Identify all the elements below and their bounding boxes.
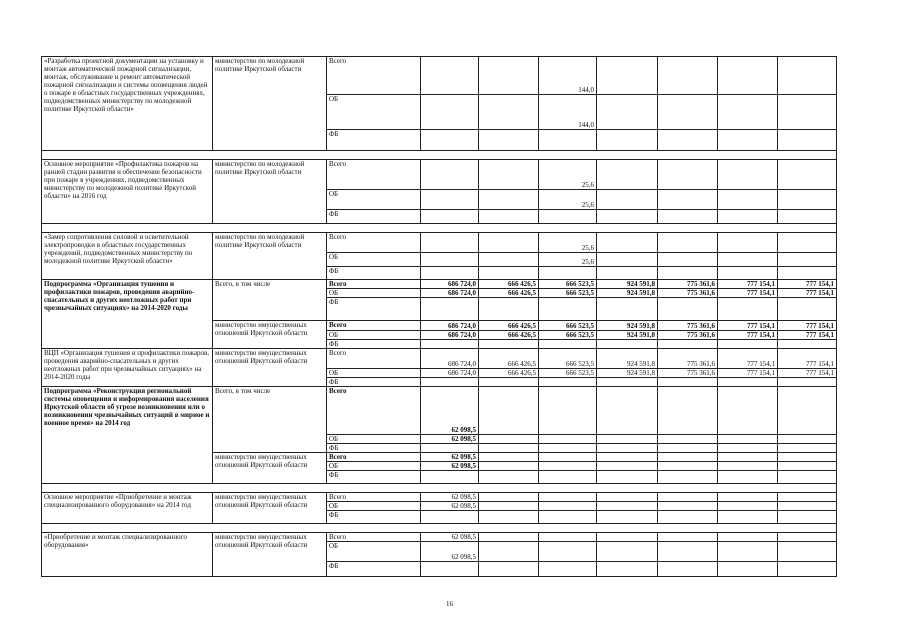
year-value-cell <box>658 298 718 321</box>
executor-cell: министерство имущественных отношений Иркутской области <box>213 321 327 349</box>
funding-source-cell: Всего <box>327 233 421 253</box>
funding-source-cell: ОБ <box>327 435 421 444</box>
year-value-cell: 777 154,1 <box>718 280 778 289</box>
funding-source-cell: Всего <box>327 493 421 502</box>
year-value-cell: 777 154,1 <box>718 321 778 331</box>
year-value-cell <box>479 95 539 130</box>
year-value-cell <box>718 233 778 253</box>
year-value-cell <box>718 511 778 524</box>
year-value-cell <box>421 444 479 453</box>
funding-source-cell: Всего <box>327 280 421 289</box>
year-value-cell <box>658 511 718 524</box>
year-value-cell: 144,0 <box>539 57 597 95</box>
year-value-cell: 775 361,6 <box>658 289 718 298</box>
year-value-cell <box>421 130 479 151</box>
year-value-cell <box>658 471 718 484</box>
year-value-cell <box>778 210 837 224</box>
executor-cell: Всего, в том числе <box>213 280 327 321</box>
year-value-cell: 686 724,0 <box>421 280 479 289</box>
executor-cell: министерство имущественных отношений Иркутской области <box>213 453 327 484</box>
executor-cell: министерство имущественных отношений Иркутской области <box>213 533 327 577</box>
year-value-cell <box>597 387 658 435</box>
year-value-cell <box>658 387 718 435</box>
year-value-cell <box>597 253 658 267</box>
funding-source-cell: ФБ <box>327 298 421 321</box>
year-value-cell <box>718 160 778 190</box>
year-value-cell <box>718 387 778 435</box>
table-row <box>42 57 837 95</box>
year-value-cell <box>718 542 778 562</box>
year-value-cell <box>778 253 837 267</box>
year-value-cell <box>718 340 778 349</box>
year-value-cell: 775 361,6 <box>658 280 718 289</box>
year-value-cell <box>718 298 778 321</box>
funding-source-cell: ОБ <box>327 369 421 378</box>
year-value-cell <box>778 340 837 349</box>
year-value-cell <box>479 267 539 280</box>
executor-cell: министерство по молодежной политике Иркутской области <box>213 160 327 224</box>
activity-name-cell: Основное мероприятие «Приобретение и монтаж специализированного оборудования» на 2014 год <box>42 493 213 524</box>
year-value-cell: 62 098,5 <box>421 453 479 462</box>
year-value-cell <box>421 471 479 484</box>
year-value-cell <box>778 130 837 151</box>
year-value-cell <box>658 562 718 577</box>
year-value-cell <box>539 387 597 435</box>
year-value-cell <box>479 493 539 502</box>
funding-source-cell: ФБ <box>327 444 421 453</box>
year-value-cell <box>778 453 837 462</box>
year-value-cell <box>778 502 837 511</box>
year-value-cell <box>479 502 539 511</box>
funding-source-cell: Всего <box>327 57 421 95</box>
year-value-cell <box>718 493 778 502</box>
year-value-cell: 666 426,5 <box>479 280 539 289</box>
year-value-cell: 62 098,5 <box>421 435 479 444</box>
year-value-cell <box>597 542 658 562</box>
year-value-cell <box>539 378 597 387</box>
year-value-cell: 777 154,1 <box>718 369 778 378</box>
year-value-cell <box>718 462 778 471</box>
year-value-cell <box>421 210 479 224</box>
year-value-cell <box>421 562 479 577</box>
year-value-cell: 666 523,5 <box>539 349 597 369</box>
executor-cell: Всего, в том числе <box>213 387 327 453</box>
spacer-cell <box>42 151 837 160</box>
year-value-cell <box>421 160 479 190</box>
year-value-cell: 25,6 <box>539 233 597 253</box>
year-value-cell <box>597 378 658 387</box>
year-value-cell <box>479 298 539 321</box>
year-value-cell <box>658 444 718 453</box>
year-value-cell <box>539 462 597 471</box>
year-value-cell <box>597 533 658 542</box>
year-value-cell <box>479 130 539 151</box>
table-row <box>42 160 837 190</box>
year-value-cell <box>479 453 539 462</box>
year-value-cell <box>421 253 479 267</box>
year-value-cell: 62 098,5 <box>421 493 479 502</box>
year-value-cell <box>658 340 718 349</box>
executor-cell: министерство по молодежной политике Иркутской области <box>213 233 327 280</box>
year-value-cell <box>658 253 718 267</box>
funding-source-cell: ОБ <box>327 95 421 130</box>
year-value-cell: 25,6 <box>539 190 597 210</box>
year-value-cell <box>479 444 539 453</box>
year-value-cell <box>421 298 479 321</box>
year-value-cell: 924 591,8 <box>597 369 658 378</box>
year-value-cell <box>718 267 778 280</box>
year-value-cell <box>718 95 778 130</box>
year-value-cell <box>479 462 539 471</box>
year-value-cell <box>539 267 597 280</box>
year-value-cell: 666 426,5 <box>479 369 539 378</box>
funding-source-cell: ОБ <box>327 502 421 511</box>
funding-source-cell: ОБ <box>327 289 421 298</box>
year-value-cell <box>421 378 479 387</box>
funding-source-cell: Всего <box>327 387 421 435</box>
year-value-cell: 777 154,1 <box>778 331 837 340</box>
year-value-cell: 25,6 <box>539 160 597 190</box>
year-value-cell <box>658 533 718 542</box>
year-value-cell <box>539 453 597 462</box>
year-value-cell <box>718 378 778 387</box>
year-value-cell: 62 098,5 <box>421 387 479 435</box>
executor-cell: министерство имущественных отношений Иркутской области <box>213 493 327 524</box>
year-value-cell: 777 154,1 <box>718 349 778 369</box>
year-value-cell: 924 591,8 <box>597 331 658 340</box>
year-value-cell <box>597 444 658 453</box>
year-value-cell <box>718 471 778 484</box>
year-value-cell <box>539 444 597 453</box>
year-value-cell <box>658 190 718 210</box>
spacer-cell <box>42 524 837 533</box>
year-value-cell: 777 154,1 <box>718 331 778 340</box>
year-value-cell <box>778 462 837 471</box>
year-value-cell <box>479 435 539 444</box>
year-value-cell <box>778 542 837 562</box>
year-value-cell <box>597 160 658 190</box>
year-value-cell <box>597 471 658 484</box>
table-row <box>42 533 837 542</box>
activity-name-cell: «Разработка проектной документации на установку и монтаж автоматической пожарной сигнализации, монтаж, обслуживание и ремонт автоматической пожарной сигнализации и системы оповещения людей о пожаре в областных государственных учреждениях, подведомственных министерству по молодежной политике Иркутской области» <box>42 57 213 151</box>
year-value-cell: 666 523,5 <box>539 369 597 378</box>
year-value-cell <box>778 435 837 444</box>
year-value-cell: 686 724,0 <box>421 369 479 378</box>
year-value-cell <box>597 298 658 321</box>
table-row <box>42 233 837 253</box>
funding-source-cell: ОБ <box>327 190 421 210</box>
year-value-cell: 666 523,5 <box>539 321 597 331</box>
year-value-cell: 777 154,1 <box>718 289 778 298</box>
year-value-cell: 666 426,5 <box>479 289 539 298</box>
table-row <box>42 349 837 369</box>
year-value-cell <box>658 267 718 280</box>
spacer-row <box>42 151 837 160</box>
funding-source-cell: ФБ <box>327 378 421 387</box>
year-value-cell: 666 523,5 <box>539 331 597 340</box>
year-value-cell <box>718 253 778 267</box>
year-value-cell <box>658 435 718 444</box>
year-value-cell <box>718 502 778 511</box>
year-value-cell: 775 361,6 <box>658 321 718 331</box>
year-value-cell <box>479 340 539 349</box>
year-value-cell: 777 154,1 <box>778 280 837 289</box>
spacer-cell <box>42 224 837 233</box>
year-value-cell <box>658 233 718 253</box>
spacer-cell <box>42 484 837 493</box>
year-value-cell <box>778 533 837 542</box>
spacer-row <box>42 484 837 493</box>
funding-source-cell: Всего <box>327 453 421 462</box>
year-value-cell <box>539 562 597 577</box>
year-value-cell <box>539 542 597 562</box>
funding-source-cell: ФБ <box>327 511 421 524</box>
year-value-cell <box>718 190 778 210</box>
year-value-cell <box>778 471 837 484</box>
year-value-cell <box>658 502 718 511</box>
year-value-cell <box>479 387 539 435</box>
year-value-cell: 144,0 <box>539 95 597 130</box>
funding-source-cell: Всего <box>327 349 421 369</box>
year-value-cell <box>597 210 658 224</box>
funding-source-cell: ФБ <box>327 562 421 577</box>
year-value-cell <box>718 453 778 462</box>
year-value-cell <box>778 562 837 577</box>
year-value-cell <box>479 233 539 253</box>
year-value-cell <box>597 511 658 524</box>
year-value-cell <box>658 95 718 130</box>
year-value-cell <box>778 57 837 95</box>
year-value-cell <box>597 453 658 462</box>
table-row <box>42 280 837 289</box>
year-value-cell <box>539 210 597 224</box>
year-value-cell <box>658 130 718 151</box>
year-value-cell <box>479 562 539 577</box>
funding-source-cell: ФБ <box>327 267 421 280</box>
year-value-cell: 777 154,1 <box>778 289 837 298</box>
funding-source-cell: Всего <box>327 160 421 190</box>
year-value-cell <box>658 462 718 471</box>
year-value-cell: 924 591,8 <box>597 280 658 289</box>
page-number: 16 <box>446 600 453 608</box>
year-value-cell <box>539 511 597 524</box>
year-value-cell <box>778 267 837 280</box>
year-value-cell: 775 361,6 <box>658 349 718 369</box>
year-value-cell <box>479 160 539 190</box>
year-value-cell: 777 154,1 <box>778 349 837 369</box>
year-value-cell <box>778 95 837 130</box>
year-value-cell <box>778 444 837 453</box>
year-value-cell <box>539 502 597 511</box>
year-value-cell <box>539 435 597 444</box>
table-row <box>42 387 837 435</box>
year-value-cell: 62 098,5 <box>421 542 479 562</box>
year-value-cell <box>421 233 479 253</box>
year-value-cell: 25,6 <box>539 253 597 267</box>
year-value-cell: 924 591,8 <box>597 349 658 369</box>
year-value-cell <box>718 57 778 95</box>
year-value-cell <box>597 57 658 95</box>
spacer-row <box>42 524 837 533</box>
year-value-cell: 666 426,5 <box>479 331 539 340</box>
year-value-cell <box>539 130 597 151</box>
year-value-cell <box>778 493 837 502</box>
year-value-cell: 686 724,0 <box>421 331 479 340</box>
activity-name-cell: ВЦП «Организация тушения и профилактики пожаров, проведения аварийно-спасательных и других неотложных работ при чрезвычайных ситуациях» на 2014-2020 годы <box>42 349 213 387</box>
year-value-cell <box>539 533 597 542</box>
year-value-cell <box>539 340 597 349</box>
year-value-cell <box>421 57 479 95</box>
year-value-cell <box>539 471 597 484</box>
year-value-cell <box>718 210 778 224</box>
year-value-cell <box>778 378 837 387</box>
year-value-cell <box>597 267 658 280</box>
year-value-cell: 666 426,5 <box>479 349 539 369</box>
activity-name-cell: Подпрограмма «Организация тушения и профилактики пожаров, проведения аварийно-спасательных и других неотложных работ при чрезвычайных ситуациях» на 2014-2020 годы <box>42 280 213 349</box>
year-value-cell <box>718 435 778 444</box>
year-value-cell: 777 154,1 <box>778 321 837 331</box>
funding-source-cell: ОБ <box>327 542 421 562</box>
year-value-cell <box>421 95 479 130</box>
funding-source-cell: Всего <box>327 321 421 331</box>
year-value-cell <box>778 233 837 253</box>
year-value-cell <box>597 95 658 130</box>
year-value-cell: 686 724,0 <box>421 321 479 331</box>
executor-cell: министерство по молодежной политике Иркутской области <box>213 57 327 151</box>
year-value-cell: 777 154,1 <box>778 369 837 378</box>
year-value-cell <box>597 233 658 253</box>
year-value-cell <box>658 378 718 387</box>
year-value-cell <box>421 340 479 349</box>
year-value-cell <box>658 210 718 224</box>
year-value-cell <box>539 298 597 321</box>
year-value-cell: 666 523,5 <box>539 280 597 289</box>
year-value-cell <box>718 562 778 577</box>
year-value-cell <box>658 57 718 95</box>
budget-table <box>41 56 837 577</box>
year-value-cell: 666 426,5 <box>479 321 539 331</box>
year-value-cell <box>778 298 837 321</box>
year-value-cell <box>718 130 778 151</box>
year-value-cell: 775 361,6 <box>658 331 718 340</box>
year-value-cell <box>658 453 718 462</box>
year-value-cell: 62 098,5 <box>421 533 479 542</box>
executor-cell: министерство имущественных отношений Иркутской области <box>213 349 327 387</box>
year-value-cell <box>718 533 778 542</box>
year-value-cell <box>778 387 837 435</box>
funding-source-cell: ФБ <box>327 340 421 349</box>
funding-source-cell: ФБ <box>327 130 421 151</box>
year-value-cell <box>479 190 539 210</box>
funding-source-cell: ОБ <box>327 462 421 471</box>
funding-source-cell: ФБ <box>327 471 421 484</box>
year-value-cell: 62 098,5 <box>421 462 479 471</box>
year-value-cell: 686 724,0 <box>421 289 479 298</box>
year-value-cell <box>778 160 837 190</box>
spacer-row <box>42 224 837 233</box>
funding-source-cell: ФБ <box>327 210 421 224</box>
table-row <box>42 493 837 502</box>
year-value-cell <box>421 267 479 280</box>
year-value-cell <box>597 130 658 151</box>
year-value-cell <box>479 511 539 524</box>
year-value-cell <box>597 502 658 511</box>
funding-source-cell: ОБ <box>327 331 421 340</box>
year-value-cell: 62 098,5 <box>421 502 479 511</box>
year-value-cell <box>479 471 539 484</box>
year-value-cell <box>658 542 718 562</box>
year-value-cell <box>479 57 539 95</box>
year-value-cell <box>421 511 479 524</box>
year-value-cell <box>778 511 837 524</box>
year-value-cell <box>479 533 539 542</box>
year-value-cell: 775 361,6 <box>658 369 718 378</box>
activity-name-cell: Основное мероприятие «Профилактика пожаров на ранней стадии развития и обеспечение безопасности при пожаре в учреждениях, подведомственных министерству по молодежной политике Иркутской области» на 2016 год <box>42 160 213 224</box>
year-value-cell <box>597 190 658 210</box>
year-value-cell <box>479 378 539 387</box>
activity-name-cell: «Приобретение и монтаж специализированного оборудования» <box>42 533 213 577</box>
year-value-cell: 666 523,5 <box>539 289 597 298</box>
year-value-cell <box>718 444 778 453</box>
year-value-cell: 686 724,0 <box>421 349 479 369</box>
year-value-cell: 924 591,8 <box>597 321 658 331</box>
activity-name-cell: «Замер сопротивления силовой и осветительной электропроводки в областных государственных учреждений, подведомственных министерству по молодежной политике Иркутской области» <box>42 233 213 280</box>
year-value-cell <box>479 542 539 562</box>
year-value-cell <box>597 462 658 471</box>
year-value-cell <box>479 210 539 224</box>
year-value-cell <box>658 160 718 190</box>
year-value-cell: 924 591,8 <box>597 289 658 298</box>
year-value-cell <box>597 340 658 349</box>
year-value-cell <box>778 190 837 210</box>
year-value-cell <box>597 435 658 444</box>
activity-name-cell: Подпрограмма «Реконструкция региональной системы оповещения и информирования населения Иркутской области об угрозе возникновения или о возникновении чрезвычайных ситуаций в мирное и военное время» на 2014 год <box>42 387 213 484</box>
year-value-cell <box>597 562 658 577</box>
funding-source-cell: Всего <box>327 533 421 542</box>
funding-source-cell: ОБ <box>327 253 421 267</box>
year-value-cell <box>539 493 597 502</box>
year-value-cell <box>658 493 718 502</box>
year-value-cell <box>479 253 539 267</box>
year-value-cell <box>597 493 658 502</box>
year-value-cell <box>421 190 479 210</box>
